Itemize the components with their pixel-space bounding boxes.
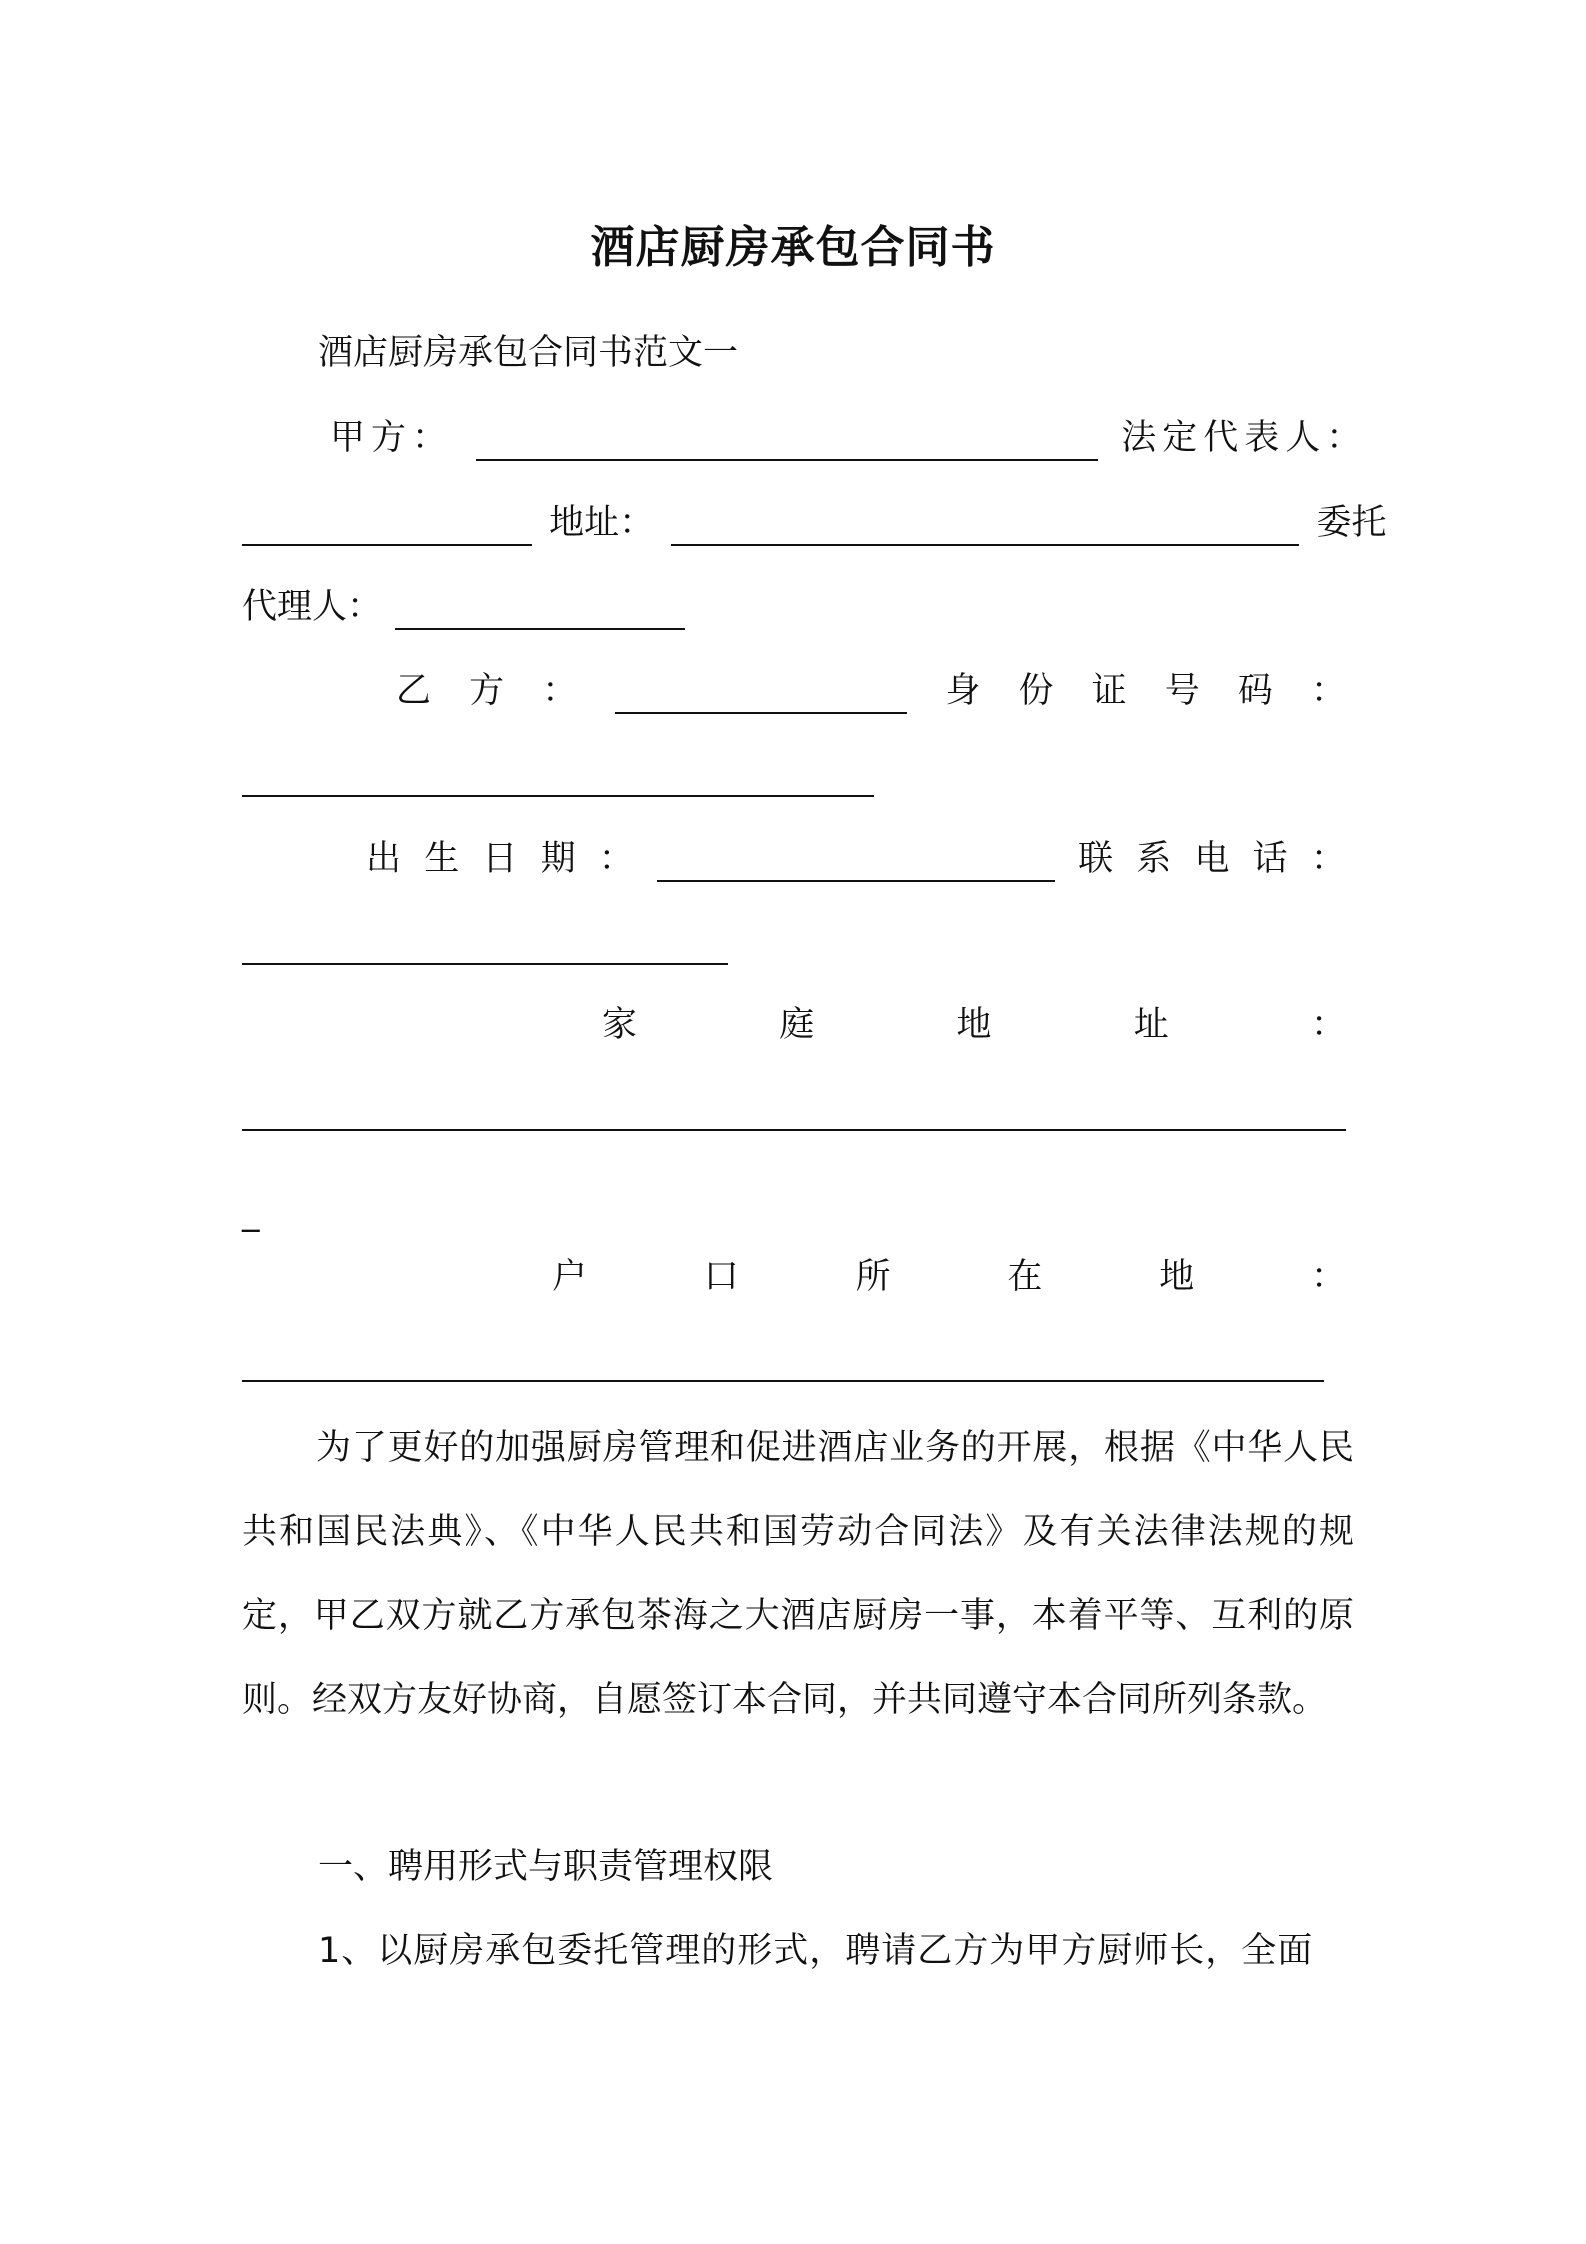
preamble-paragraph: 为了更好的加强厨房管理和促进酒店业务的开展，根据《中华人民共和国民法典》、《中华人民共和国劳动合同法》及有关法律法规的规定，甲乙双方就乙方承包茶海之大酒店厨房一事，本着平等、互利的原则。经双方友好协商，自愿签订本合同，并共同遵守本合同所列条款。	[242, 1428, 1354, 1720]
party-a-line	[330, 415, 1367, 461]
id-label-char: 证	[1091, 671, 1127, 711]
domicile-label-char: 户	[552, 1257, 588, 1297]
birth-date-field[interactable]	[657, 840, 1055, 882]
home-address-field[interactable]	[242, 1129, 1346, 1131]
domicile-field[interactable]	[242, 1380, 1324, 1382]
party-a-label: 甲方：	[330, 418, 454, 458]
phone-label-char: 电	[1194, 839, 1230, 879]
home-address-overflow: _	[242, 1193, 260, 1233]
address-label: 地址：	[549, 503, 655, 543]
section-heading: 一、聘用形式与职责管理权限	[318, 1847, 774, 1887]
home-label-char: 地	[956, 1005, 992, 1045]
phone-field[interactable]	[242, 963, 728, 965]
legal-rep-field[interactable]	[242, 504, 532, 546]
phone-label-char: ：	[1310, 839, 1346, 879]
party-b-label-char: 方	[469, 671, 505, 711]
domicile-label-char: 所	[855, 1257, 891, 1297]
id-label-char: 身	[945, 671, 981, 711]
party-a-name-field[interactable]	[476, 419, 1098, 461]
home-label-char: 庭	[779, 1005, 815, 1045]
party-b-label-char: ：	[542, 671, 578, 711]
domicile-line	[552, 1254, 1346, 1300]
home-label-char: ：	[1310, 1005, 1346, 1045]
birth-label-char: 生	[424, 839, 460, 879]
domicile-label-char: 地	[1159, 1257, 1195, 1297]
document-subtitle: 酒店厨房承包合同书范文一	[318, 333, 739, 373]
phone-label-char: 系	[1136, 839, 1172, 879]
party-a-address-line	[242, 500, 1386, 546]
agent-label-part2: 代理人：	[242, 587, 383, 627]
clause-one: 1、以厨房承包委托管理的形式，聘请乙方为甲方厨师长，全面	[318, 1931, 1314, 1971]
domicile-label-char: ：	[1310, 1257, 1346, 1297]
home-label-char: 家	[602, 1005, 638, 1045]
birth-phone-line	[366, 836, 1346, 882]
party-b-label-char: 乙	[396, 671, 432, 711]
phone-label-char: 联	[1078, 839, 1114, 879]
party-a-address-field[interactable]	[671, 504, 1299, 546]
birth-label-char: 期	[540, 839, 576, 879]
id-label-char: 号	[1164, 671, 1200, 711]
home-label-char: 址	[1133, 1005, 1169, 1045]
birth-label-char: 日	[482, 839, 518, 879]
domicile-label-char: 在	[1007, 1257, 1043, 1297]
id-number-field[interactable]	[242, 795, 874, 797]
party-a-agent-line	[242, 584, 691, 630]
id-label-char: ：	[1310, 671, 1346, 711]
home-address-line	[602, 1002, 1346, 1048]
legal-rep-label: 法定代表人：	[1121, 418, 1368, 458]
document-title: 酒店厨房承包合同书	[590, 222, 996, 273]
id-label-char: 码	[1237, 671, 1273, 711]
birth-label-char: 出	[366, 839, 402, 879]
party-b-line	[396, 668, 1346, 714]
phone-label-char: 话	[1252, 839, 1288, 879]
agent-field[interactable]	[395, 588, 685, 630]
party-b-name-field[interactable]	[615, 672, 907, 714]
domicile-label-char: 口	[703, 1257, 739, 1297]
agent-label-part1: 委托	[1316, 503, 1387, 543]
id-label-char: 份	[1018, 671, 1054, 711]
birth-label-char: ：	[598, 839, 634, 879]
